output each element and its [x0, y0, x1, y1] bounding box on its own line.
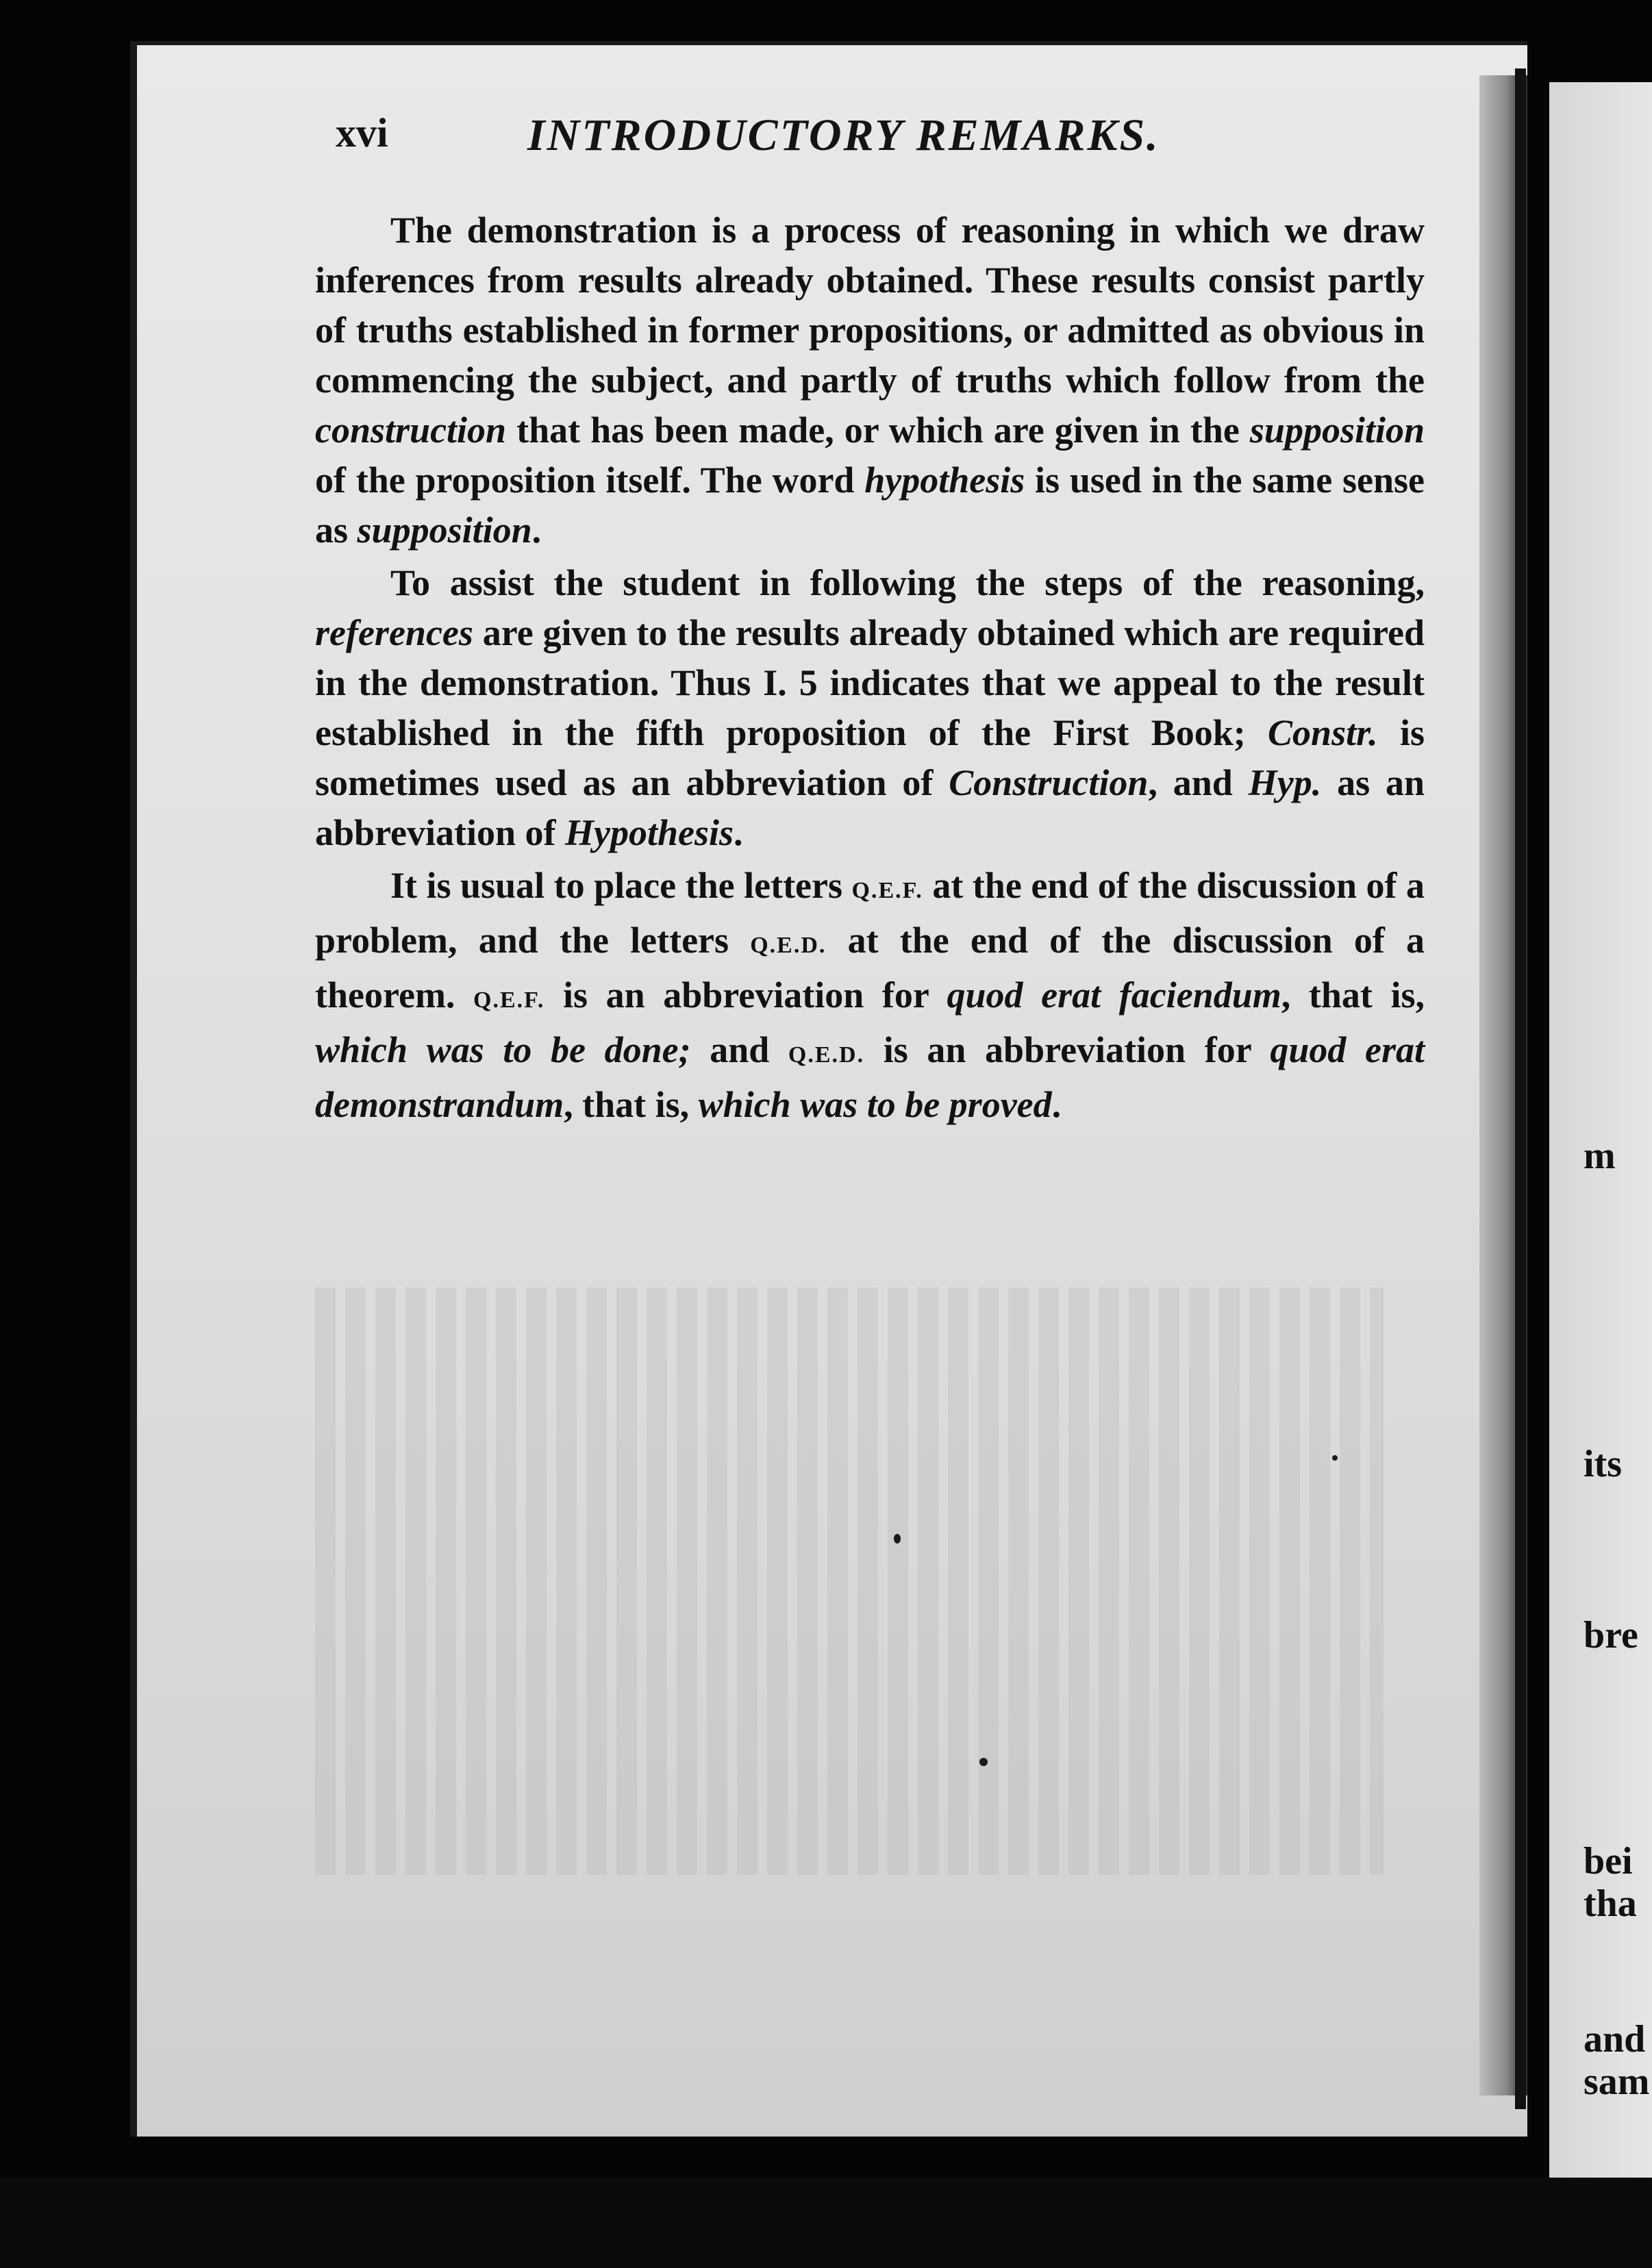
- text-run: is sometimes used as an abbreviation of: [315, 712, 1425, 803]
- paragraph-qef-qed: [315, 861, 1425, 1130]
- text-run: .: [734, 812, 743, 853]
- small-caps-run: Q.E.D.: [750, 933, 827, 958]
- facing-page-fragment: m: [1584, 1135, 1616, 1177]
- book-spine: [1515, 68, 1526, 2109]
- text-run: .: [531, 509, 542, 551]
- text-run: at the end of the discussion of a problem, and the letters: [315, 865, 1425, 961]
- text-run: It is usual to place the letters: [390, 865, 852, 906]
- italic-run: supposition: [357, 509, 532, 551]
- page-header: [336, 110, 1541, 171]
- running-head: INTRODUCTORY REMARKS.: [527, 110, 1160, 160]
- small-caps-run: Q.E.F.: [851, 878, 923, 903]
- italic-run: construction: [315, 410, 507, 451]
- italic-run: Construction: [949, 762, 1149, 803]
- ink-speck: [894, 1534, 901, 1544]
- italic-run: Hyp.: [1248, 762, 1322, 803]
- facing-page-fragment: bei: [1584, 1840, 1633, 1882]
- paragraph-demonstration: [315, 205, 1425, 555]
- italic-run: Constr.: [1268, 712, 1378, 753]
- small-caps-run: Q.E.D.: [788, 1042, 865, 1068]
- text-run: is used in the same sense as: [315, 459, 1425, 551]
- italic-run: supposition: [1249, 410, 1425, 451]
- small-caps-run: Q.E.F.: [473, 987, 545, 1013]
- text-run: , that is,: [1281, 974, 1425, 1016]
- text-run: are given to the results already obtained which are required in the demonstration. Thus I. 5 indicates that we appeal to the result established in the fifth proposition of the First Book;: [315, 612, 1425, 753]
- text-run: that has been made, or which are given in the: [506, 410, 1250, 451]
- text-run: , that is,: [564, 1084, 699, 1125]
- text-run: at the end of the discussion of a theorem.: [315, 920, 1425, 1016]
- page-number: xvi: [336, 110, 388, 155]
- paragraph-references: [315, 558, 1425, 858]
- text-run: is an abbreviation for: [864, 1029, 1271, 1070]
- facing-page-fragment: its: [1584, 1443, 1622, 1485]
- facing-page-fragment: bre: [1584, 1614, 1638, 1656]
- italic-run: quod erat demonstrandum: [315, 1029, 1425, 1125]
- text-run: of the proposition itself. The word: [315, 459, 865, 501]
- italic-run: quod erat faciendum: [947, 974, 1281, 1016]
- scan-bottom-margin: [0, 2178, 1652, 2268]
- text-run: , and: [1148, 762, 1249, 803]
- facing-page-fragment: sam: [1584, 2061, 1650, 2103]
- text-run: as an abbreviation of: [315, 762, 1425, 853]
- facing-page-fragment: and: [1584, 2018, 1646, 2061]
- ink-speck: [1332, 1455, 1338, 1461]
- italic-run: hypothesis: [864, 459, 1025, 501]
- facing-page-edge: [1549, 82, 1652, 2178]
- text-run: The demonstration is a process of reasoning in which we draw inferences from results already obtained. These results consist partly of truths established in former propositions, or admitted as obvious in commencing the subject, and partly of truths which follow from the: [315, 210, 1425, 401]
- text-run: is an abbreviation for: [545, 974, 947, 1016]
- text-run: .: [1051, 1084, 1062, 1125]
- body-text: [315, 205, 1425, 1133]
- text-run: To assist the student in following the steps of the reasoning,: [390, 562, 1425, 603]
- italic-run: references: [315, 612, 473, 653]
- italic-run: Hypothesis: [565, 812, 734, 853]
- facing-page-fragment: tha: [1584, 1882, 1637, 1925]
- ink-speck: [979, 1758, 988, 1766]
- text-run: and: [690, 1029, 788, 1070]
- italic-run: which was to be proved: [698, 1084, 1052, 1125]
- italic-run: which was to be done;: [315, 1029, 691, 1070]
